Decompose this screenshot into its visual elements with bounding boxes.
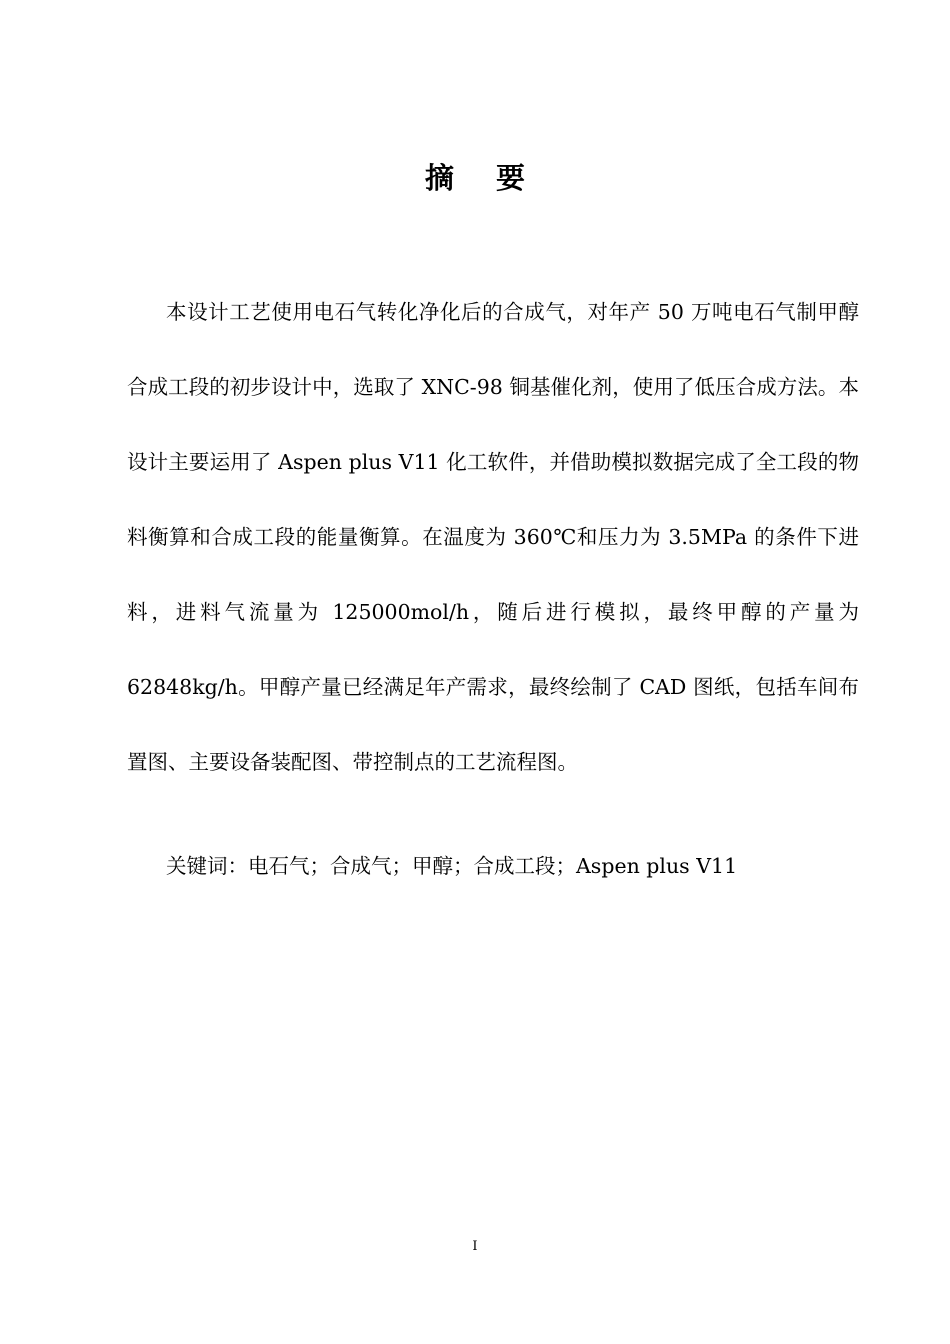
keywords-line xyxy=(166,848,866,884)
abstract-body: 本设计工艺使用电石气转化净化后的合成气，对年产 50 万吨电石气制甲醇合成工段的初步设计中，选取了 XNC-98 铜基催化剂，使用了低压合成方法。本设计主要运用了 Aspen plus V11 化工软件，并借助模拟数据完成了全工段的物料衡算和合成工段的能量衡算。在温度为 360℃和压力为 3.5MPa 的条件下进料，进料气流量为 125000mol/h，随后进行模拟，最终甲醇的产量为 62848kg/h。甲醇产量已经满足年产需求，最终绘制了 CAD 图纸，包括车间布置图、主要设备装配图、带控制点的工艺流程图。 xyxy=(127,300,859,774)
abstract-title: 摘要 xyxy=(424,161,567,195)
page-number: I xyxy=(472,1239,478,1254)
keywords-label: 关键词： xyxy=(166,854,248,878)
keywords-text: 电石气；合成气；甲醇；合成工段；Aspen plus V11 xyxy=(248,854,738,878)
